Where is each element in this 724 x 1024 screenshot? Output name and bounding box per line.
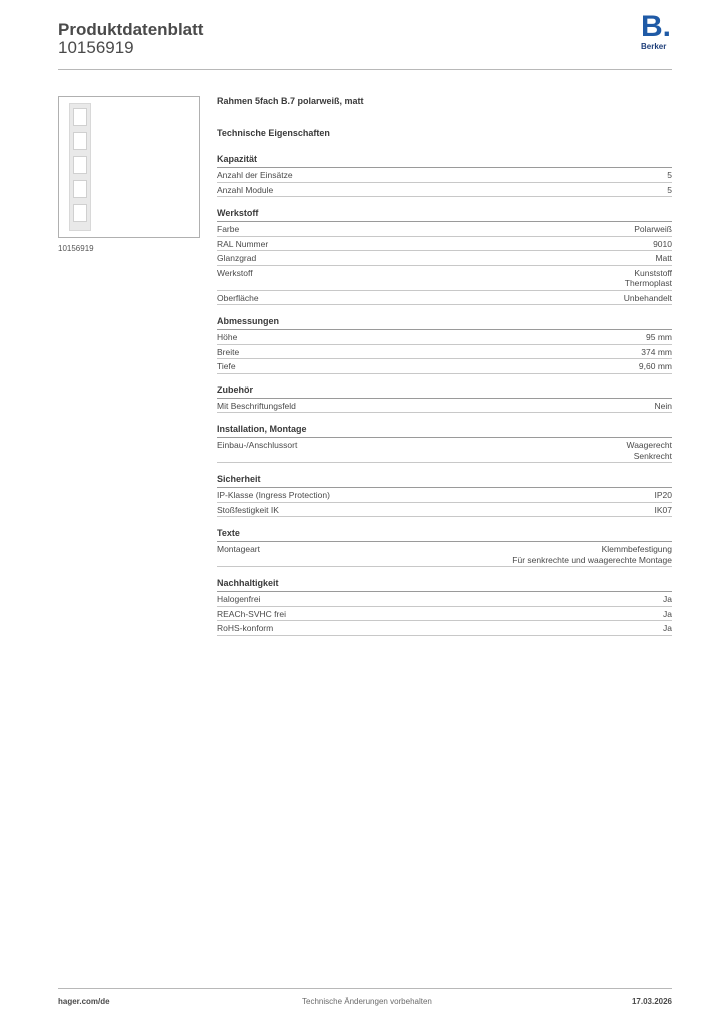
footer-disclaimer: Technische Änderungen vorbehalten	[302, 997, 432, 1006]
spec-value	[667, 170, 672, 181]
spec-label: Mit Beschriftungsfeld	[217, 400, 296, 411]
product-number: 10156919	[58, 38, 134, 57]
spec-value-line: 5	[667, 184, 672, 195]
spec-value	[667, 185, 672, 196]
frame-slot	[73, 156, 87, 174]
spec-value-line: Waagerecht	[626, 440, 672, 450]
spec-value	[663, 623, 672, 634]
spec-value	[655, 490, 673, 501]
frame-slot	[73, 180, 87, 198]
spec-value-line: Senkrecht	[633, 450, 672, 461]
spec-value	[646, 332, 672, 343]
spec-value-line: 95 mm	[646, 332, 672, 342]
spec-value	[625, 268, 672, 289]
spec-row	[217, 168, 672, 183]
spec-value-line: Nein	[654, 400, 672, 411]
spec-label: Oberfläche	[217, 292, 259, 303]
section-title: Abmessungen	[217, 316, 672, 330]
spec-row	[217, 345, 672, 360]
spec-section	[217, 424, 672, 463]
section-title: Nachhaltigkeit	[217, 578, 672, 592]
page-title: Produktdatenblatt	[58, 20, 204, 39]
spec-value-line: Für senkrechte und waagerechte Montage	[512, 554, 672, 565]
spec-label: Farbe	[217, 224, 240, 234]
spec-value-line: Thermoplast	[624, 278, 672, 288]
spec-value	[624, 293, 672, 304]
spec-label: RoHS-konform	[217, 623, 274, 633]
spec-row	[217, 399, 672, 414]
section-title: Kapazität	[217, 154, 672, 168]
spec-sections	[217, 154, 672, 636]
spec-label: Stoßfestigkeit IK	[217, 504, 279, 515]
spec-label: REACh-SVHC frei	[217, 608, 286, 619]
section-title: Zubehör	[217, 385, 672, 399]
section-title: Sicherheit	[217, 474, 672, 488]
logo-text: Berker	[641, 42, 667, 51]
spec-row	[217, 438, 672, 463]
spec-label: Werkstoff	[217, 267, 253, 278]
spec-row	[217, 592, 672, 607]
spec-row	[217, 607, 672, 622]
spec-row	[217, 222, 672, 237]
spec-value	[663, 594, 672, 605]
spec-row	[217, 488, 672, 503]
footer-date: 17.03.2026	[631, 997, 672, 1006]
spec-row	[217, 542, 672, 567]
logo-letter: B.	[641, 10, 671, 43]
spec-label: Anzahl der Einsätze	[217, 170, 293, 180]
spec-value	[634, 224, 672, 235]
spec-label: Halogenfrei	[217, 594, 261, 604]
spec-label: RAL Nummer	[217, 238, 269, 249]
footer-divider	[58, 988, 672, 989]
header-divider	[58, 69, 672, 70]
spec-value-line: Ja	[663, 594, 672, 604]
frame-slot	[73, 132, 87, 150]
spec-value-line: 5	[667, 170, 672, 180]
spec-value-line: 374 mm	[641, 346, 672, 357]
spec-row	[217, 330, 672, 345]
spec-section	[217, 208, 672, 305]
spec-row	[217, 183, 672, 198]
spec-row	[217, 251, 672, 266]
frame-illustration	[69, 103, 91, 231]
spec-value-line: IP20	[654, 490, 672, 500]
spec-label: Anzahl Module	[217, 184, 274, 195]
spec-row	[217, 359, 672, 374]
product-title: Rahmen 5fach B.7 polarweiß, matt	[217, 96, 364, 106]
product-image	[58, 96, 200, 238]
frame-slot	[73, 204, 87, 222]
spec-section	[217, 316, 672, 374]
spec-value	[655, 401, 672, 412]
section-title: Installation, Montage	[217, 424, 672, 438]
spec-label: Montageart	[217, 544, 260, 554]
spec-value-line: Klemmbefestigung	[601, 544, 672, 554]
spec-value	[653, 239, 672, 250]
spec-value-line: 9010	[653, 238, 672, 249]
spec-label: IP-Klasse (Ingress Protection)	[217, 490, 330, 500]
spec-row	[217, 503, 672, 518]
spec-value-line: Kunststoff	[634, 267, 672, 278]
spec-label: Höhe	[217, 332, 238, 342]
spec-row	[217, 621, 672, 636]
section-title: Werkstoff	[217, 208, 672, 222]
spec-section	[217, 385, 672, 414]
spec-value-line: Matt	[655, 253, 672, 263]
spec-row	[217, 266, 672, 291]
spec-label: Glanzgrad	[217, 253, 257, 263]
spec-value	[512, 544, 672, 565]
spec-value	[663, 609, 672, 620]
spec-label: Breite	[217, 346, 240, 357]
spec-row	[217, 237, 672, 252]
spec-label: Einbau-/Anschlussort	[217, 440, 298, 450]
footer-website: hager.com/de	[58, 997, 110, 1006]
spec-value-line: Unbehandelt	[623, 292, 672, 303]
spec-value-line: Ja	[663, 608, 672, 619]
spec-content	[217, 96, 672, 647]
spec-value	[626, 440, 672, 461]
spec-value	[655, 253, 672, 264]
spec-value-line: Ja	[663, 623, 672, 633]
spec-section	[217, 474, 672, 517]
technical-properties-heading: Technische Eigenschaften	[217, 128, 330, 138]
spec-section	[217, 154, 672, 197]
frame-slot	[73, 108, 87, 126]
image-caption: 10156919	[58, 244, 94, 253]
spec-label: Tiefe	[217, 361, 236, 371]
spec-value	[639, 361, 672, 372]
spec-row	[217, 291, 672, 306]
spec-section	[217, 528, 672, 567]
section-title: Texte	[217, 528, 672, 542]
spec-value-line: IK07	[654, 504, 672, 515]
spec-value	[655, 505, 673, 516]
spec-section	[217, 578, 672, 636]
spec-value-line: Polarweiß	[634, 224, 672, 234]
berker-logo	[640, 10, 674, 54]
spec-value-line: 9,60 mm	[638, 361, 672, 371]
spec-value	[641, 347, 672, 358]
